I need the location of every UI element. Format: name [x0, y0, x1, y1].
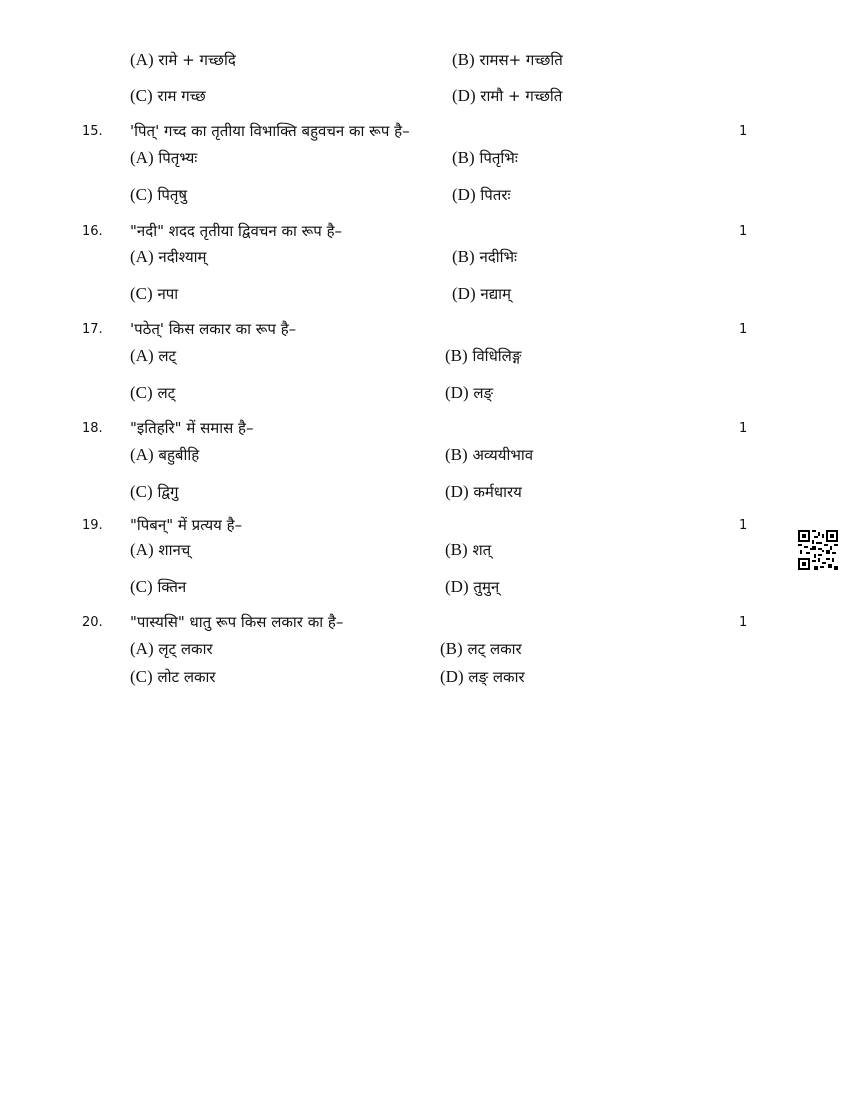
question-number: 16.	[82, 224, 103, 239]
option-b: (B) पितृभिः	[452, 148, 518, 167]
option-c: (C) पितृषु	[130, 185, 188, 204]
question-number: 15.	[82, 124, 103, 139]
question-text: "इतिहरि" में समास है–	[130, 419, 254, 437]
question-number: 19.	[82, 518, 103, 533]
question-text: 'पठेत्' किस लकार का रूप है–	[130, 320, 297, 338]
option-c: (C) लोट लकार	[130, 667, 216, 686]
option-a: (A) नदीश्याम्	[130, 247, 207, 266]
qr-code-icon	[798, 530, 838, 570]
question-number: 20.	[82, 615, 103, 630]
option-a: (A) लट्	[130, 346, 177, 365]
option-d: (D) लङ् लकार	[440, 667, 525, 686]
option-b: (B) अव्ययीभाव	[445, 445, 534, 464]
option-c: (C) द्विगु	[130, 482, 179, 501]
option-b: (B) नदीभिः	[452, 247, 518, 266]
option-c: (C) क्तिन	[130, 577, 187, 596]
option-d: (D) रामौ + गच्छति	[452, 86, 563, 105]
option-b: (B) विधिलिङ्ग	[445, 346, 522, 365]
question-text: "नदी" शदद तृतीया द्विवचन का रूप है–	[130, 222, 343, 240]
option-d: (D) तुमुन्	[445, 577, 500, 596]
question-marks: 1	[739, 322, 748, 337]
option-c: (C) नपा	[130, 284, 179, 303]
question-marks: 1	[739, 518, 748, 533]
option-d: (D) पितरः	[452, 185, 511, 204]
question-marks: 1	[739, 224, 748, 239]
question-number: 18.	[82, 421, 103, 436]
option-d: (D) कर्मधारय	[445, 482, 522, 501]
option-a: (A) शानच्	[130, 540, 191, 559]
question-marks: 1	[739, 615, 748, 630]
option-d: (D) लङ्	[445, 383, 494, 402]
option-b: (B) रामस+ गच्छति	[452, 50, 563, 69]
option-a: (A) लृट् लकार	[130, 639, 213, 658]
question-text: "पिबन्" में प्रत्यय है–	[130, 516, 243, 534]
option-a: (A) पितृभ्यः	[130, 148, 198, 167]
option-c: (C) राम गच्छ	[130, 86, 206, 105]
question-text: "पास्यसि" धातु रूप किस लकार का है–	[130, 613, 344, 631]
question-marks: 1	[739, 421, 748, 436]
question-marks: 1	[739, 124, 748, 139]
option-b: (B) लट् लकार	[440, 639, 522, 658]
option-a: (A) बहुबीहि	[130, 445, 200, 464]
option-a: (A) रामे + गच्छदि	[130, 50, 236, 69]
option-b: (B) शत्	[445, 540, 492, 559]
option-c: (C) लट्	[130, 383, 176, 402]
question-number: 17.	[82, 322, 103, 337]
option-d: (D) नद्याम्	[452, 284, 512, 303]
question-text: 'पित्' गच्द का तृतीया विभाक्ति बहुवचन का रूप है–	[130, 122, 410, 140]
